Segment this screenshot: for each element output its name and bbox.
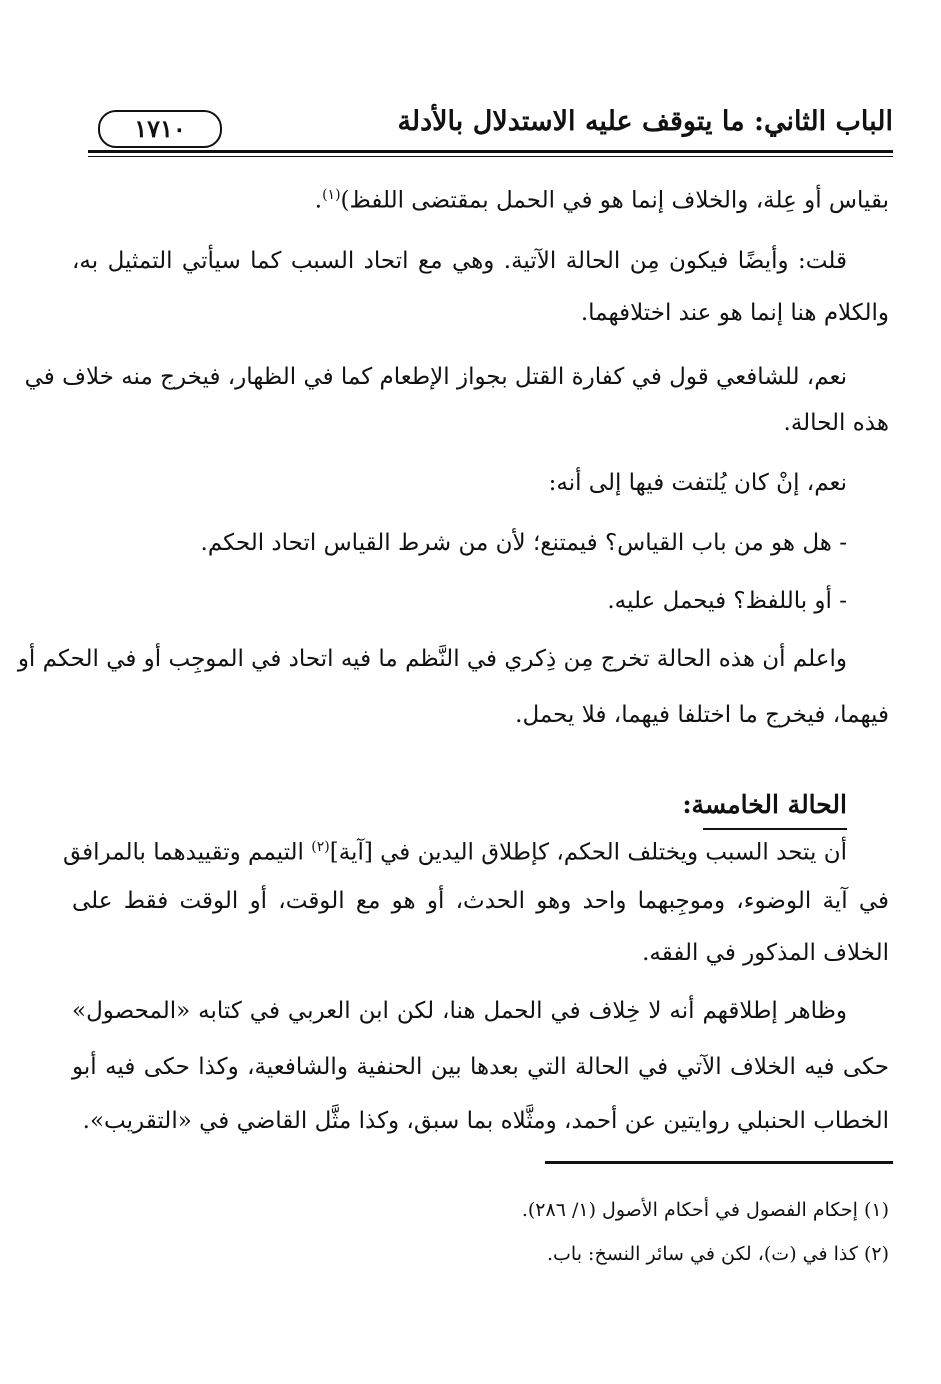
paragraph-line: فيهما، فيخرج ما اختلفا فيهما، فلا يحمل. — [515, 702, 889, 728]
text-segment: بقياس أو عِلة، والخلاف إنما هو في الحمل بمقتضى اللفظ) — [340, 187, 889, 214]
paragraph-line: الخطاب الحنبلي روايتين عن أحمد، ومثَّلاه بما سبق، وكذا مثَّل القاضي في «التقريب». — [82, 1108, 889, 1134]
paragraph-line — [315, 178, 889, 218]
footnote-separator — [545, 1161, 893, 1164]
paragraph-line — [62, 830, 847, 870]
text-segment: . — [314, 187, 323, 214]
text-segment: أن يتحد السبب ويختلف الحكم، كإطلاق اليدين في [آية] — [329, 839, 847, 866]
header-rule — [88, 150, 893, 153]
footnote: (٢) كذا في (ت)، لكن في سائر النسخ: باب. — [547, 1243, 889, 1265]
paragraph-line: وظاهر إطلاقهم أنه لا خِلاف في الحمل هنا، لكن ابن العربي في كتابه «المحصول» — [72, 998, 848, 1024]
paragraph-line: قلت: وأيضًا فيكون مِن الحالة الآتية. وهي مع اتحاد السبب كما سيأتي التمثيل به، — [72, 248, 847, 274]
paragraph-line: الخلاف المذكور في الفقه. — [642, 940, 889, 966]
paragraph-line: هذه الحالة. — [783, 410, 889, 436]
footnote: (١) إحكام الفصول في أحكام الأصول (١/ ٢٨٦). — [521, 1199, 889, 1221]
section-heading: الحالة الخامسة: — [682, 790, 847, 819]
list-item: - هل هو من باب القياس؟ فيمتنع؛ لأن من شرط القياس اتحاد الحكم. — [200, 530, 847, 556]
paragraph-line: واعلم أن هذه الحالة تخرج مِن ذِكري في النَّظم ما فيه اتحاد في الموجِب أو في الحكم أو — [17, 646, 847, 672]
paragraph-line: في آية الوضوء، وموجِبهما واحد وهو الحدث، أو هو مع الوقت، أو الوقت فقط على — [72, 888, 889, 914]
paragraph-line: والكلام هنا إنما هو عند اختلافهما. — [580, 300, 889, 326]
list-item: - أو باللفظ؟ فيحمل عليه. — [607, 588, 847, 614]
chapter-title: الباب الثاني: ما يتوقف عليه الاستدلال بالأدلة — [397, 106, 893, 137]
footnote-ref: (١) — [322, 187, 341, 203]
paragraph-line: نعم، للشافعي قول في كفارة القتل بجواز الإطعام كما في الظهار، فيخرج منه خلاف في — [24, 364, 847, 390]
text-segment: التيمم وتقييدهما بالمرافق — [62, 839, 312, 866]
header-rule-thin — [88, 156, 893, 157]
paragraph-line: نعم، إنْ كان يُلتفت فيها إلى أنه: — [548, 470, 847, 496]
page-number: ١٧١٠ — [98, 110, 222, 148]
footnote-ref: (٢) — [311, 839, 330, 855]
paragraph-line: حكى فيه الخلاف الآتي في الحالة التي بعدها بين الحنفية والشافعية، وكذا حكى فيه أبو — [72, 1054, 889, 1080]
running-header — [88, 100, 893, 148]
